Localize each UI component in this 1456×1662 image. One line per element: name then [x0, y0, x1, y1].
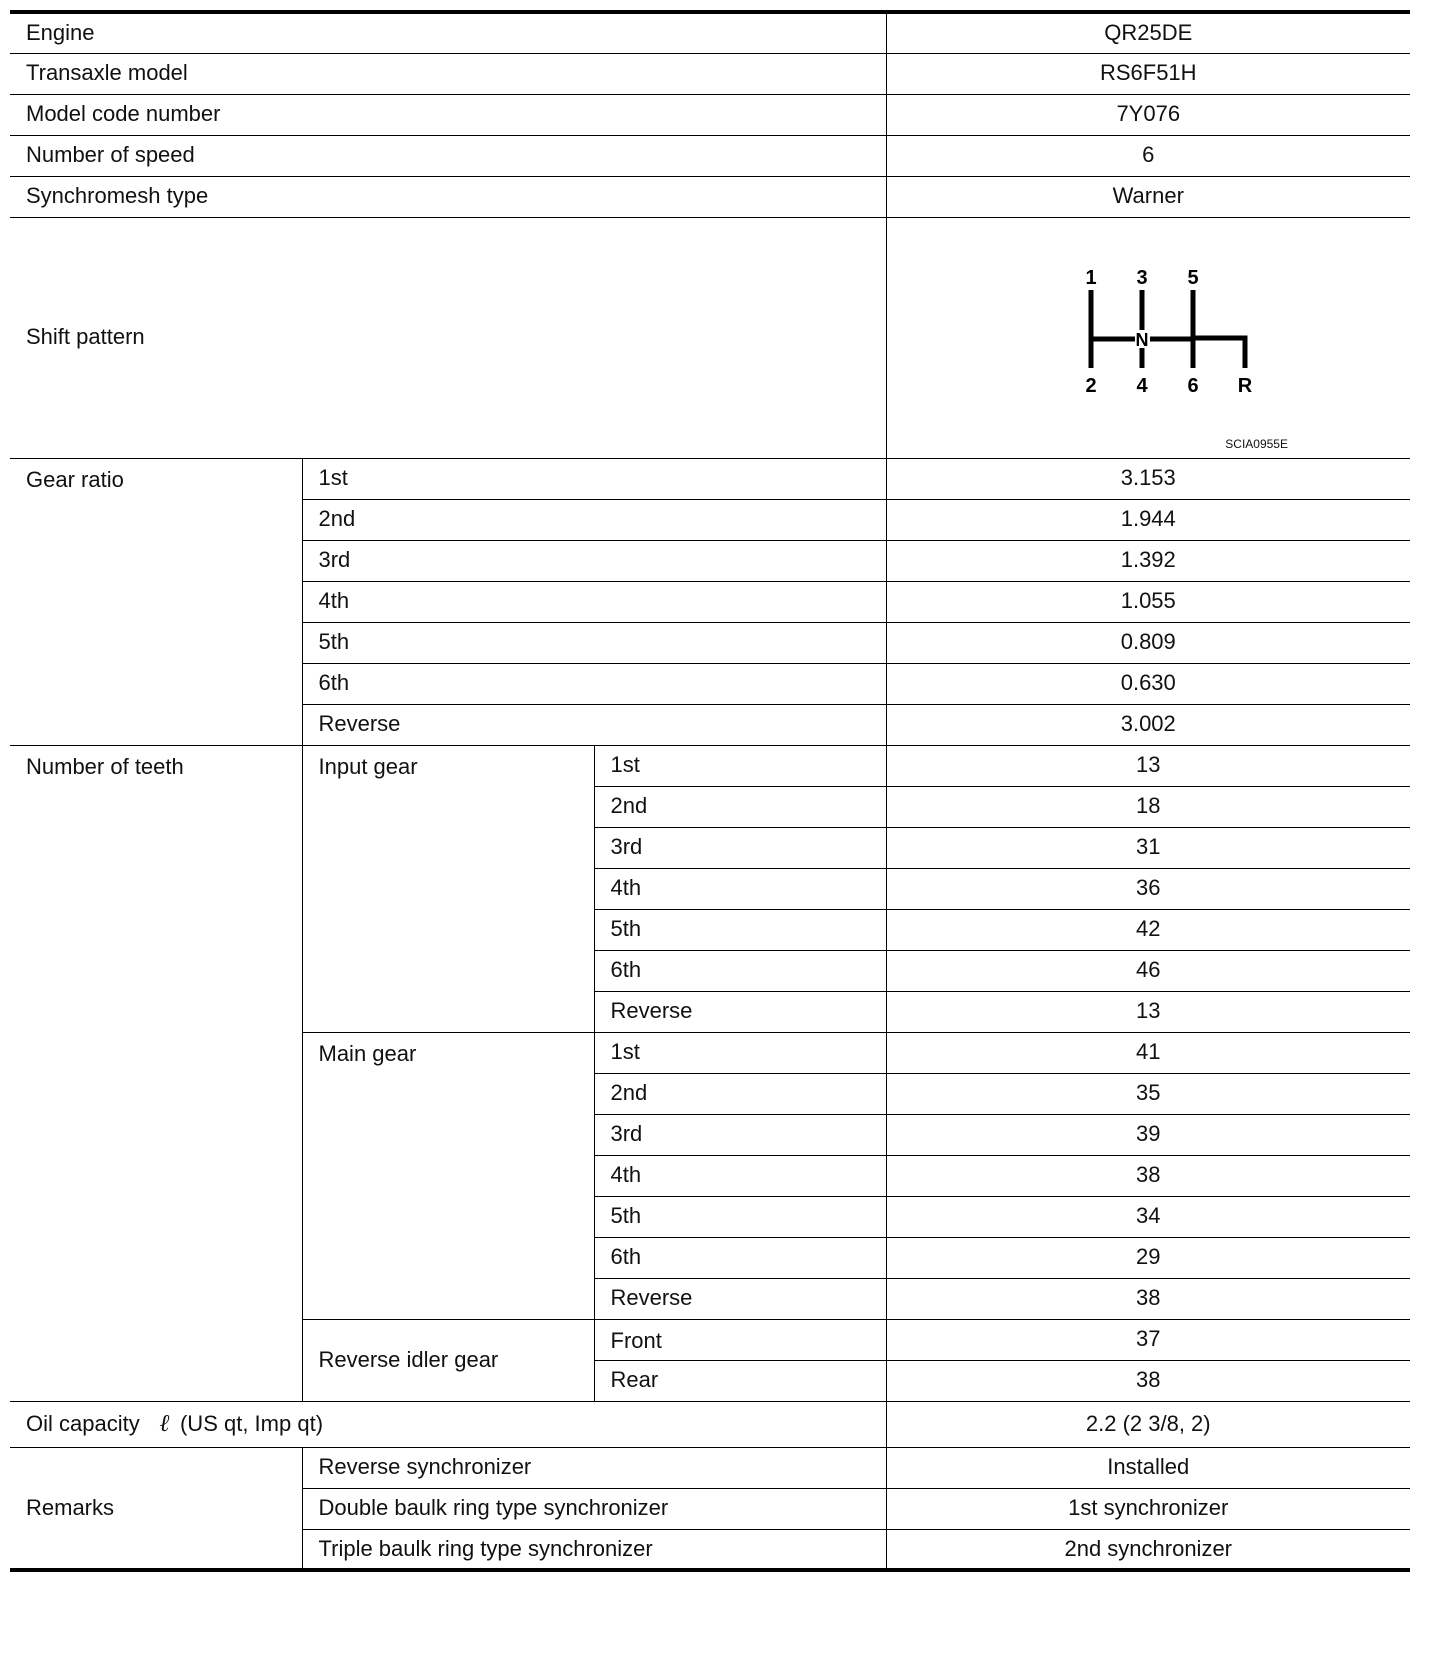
teeth-value: 31 [886, 827, 1410, 868]
teeth-gear: 4th [594, 868, 886, 909]
teeth-gear: 2nd [594, 1073, 886, 1114]
remarks-item: Triple baulk ring type synchronizer [302, 1529, 886, 1570]
teeth-gear: Reverse [594, 991, 886, 1032]
teeth-value: 13 [886, 991, 1410, 1032]
reverse-idler-gear-label: Reverse idler gear [302, 1319, 594, 1401]
row-model-code [10, 94, 1410, 135]
gear-ratio-value: 1.392 [886, 540, 1410, 581]
teeth-value: 29 [886, 1237, 1410, 1278]
teeth-value: 38 [886, 1155, 1410, 1196]
teeth-gear: 3rd [594, 827, 886, 868]
teeth-value: 39 [886, 1114, 1410, 1155]
oil-capacity-units: (US qt, Imp qt) [179, 1410, 324, 1436]
teeth-value: 35 [886, 1073, 1410, 1114]
shift-label-6: 6 [1186, 374, 1199, 397]
model-code-label: Model code number [10, 94, 886, 135]
gear-ratio-row [10, 458, 1410, 499]
row-synchromesh [10, 176, 1410, 217]
gear-ratio-gear: 6th [302, 663, 886, 704]
remarks-value: 1st synchronizer [886, 1488, 1410, 1529]
teeth-gear: 6th [594, 950, 886, 991]
engine-label: Engine [10, 12, 886, 53]
shift-label-neutral: N [1135, 329, 1148, 350]
teeth-gear: 3rd [594, 1114, 886, 1155]
remarks-item: Double baulk ring type synchronizer [302, 1488, 886, 1529]
oil-capacity-label: Oil capacity [26, 1410, 140, 1436]
teeth-value: 38 [886, 1278, 1410, 1319]
figure-code: SCIA0955E [1225, 437, 1288, 452]
shift-pattern-cell [886, 217, 1410, 458]
transaxle-model-label: Transaxle model [10, 53, 886, 94]
teeth-value: 42 [886, 909, 1410, 950]
synchromesh-label: Synchromesh type [10, 176, 886, 217]
gear-ratio-value: 0.630 [886, 663, 1410, 704]
gear-ratio-gear: 4th [302, 581, 886, 622]
gate-reverse [1191, 338, 1245, 368]
gear-ratio-gear: 5th [302, 622, 886, 663]
row-engine [10, 12, 1410, 53]
teeth-row [10, 745, 1410, 786]
teeth-value: 46 [886, 950, 1410, 991]
gear-ratio-value: 1.944 [886, 499, 1410, 540]
shift-label-4: 4 [1135, 374, 1148, 397]
oil-capacity-value: 2.2 (2 3/8, 2) [886, 1401, 1410, 1447]
remarks-value: Installed [886, 1447, 1410, 1488]
row-shift-pattern [10, 217, 1410, 458]
gear-ratio-value: 3.002 [886, 704, 1410, 745]
shift-label-r: R [1237, 374, 1252, 397]
main-gear-label: Main gear [302, 1032, 594, 1319]
teeth-gear: 6th [594, 1237, 886, 1278]
teeth-value: 38 [886, 1360, 1410, 1401]
teeth-gear: 2nd [594, 786, 886, 827]
gear-ratio-gear: 1st [302, 458, 886, 499]
teeth-value: 41 [886, 1032, 1410, 1073]
shift-label-5: 5 [1186, 266, 1199, 289]
row-number-of-speed [10, 135, 1410, 176]
transaxle-model-value: RS6F51H [886, 53, 1410, 94]
shift-label-2: 2 [1084, 374, 1097, 397]
model-code-value: 7Y076 [886, 94, 1410, 135]
teeth-value: 36 [886, 868, 1410, 909]
teeth-gear: 1st [594, 745, 886, 786]
remarks-row [10, 1447, 1410, 1488]
teeth-gear: 1st [594, 1032, 886, 1073]
input-gear-label: Input gear [302, 745, 594, 1032]
synchromesh-value: Warner [886, 176, 1410, 217]
teeth-value: 18 [886, 786, 1410, 827]
gear-ratio-label: Gear ratio [10, 458, 302, 745]
shift-label-3: 3 [1135, 266, 1148, 289]
teeth-gear: Front [594, 1319, 886, 1360]
gear-ratio-gear: Reverse [302, 704, 886, 745]
gear-ratio-gear: 3rd [302, 540, 886, 581]
gear-ratio-value: 0.809 [886, 622, 1410, 663]
number-of-speed-value: 6 [886, 135, 1410, 176]
teeth-gear: 4th [594, 1155, 886, 1196]
remarks-label: Remarks [10, 1447, 302, 1570]
gear-ratio-value: 1.055 [886, 581, 1410, 622]
oil-capacity-label-cell [10, 1401, 886, 1447]
number-of-teeth-label: Number of teeth [10, 745, 302, 1401]
engine-value: QR25DE [886, 12, 1410, 53]
number-of-speed-label: Number of speed [10, 135, 886, 176]
shift-pattern-label: Shift pattern [10, 217, 886, 458]
gear-ratio-gear: 2nd [302, 499, 886, 540]
teeth-gear: 5th [594, 909, 886, 950]
gear-ratio-value: 3.153 [886, 458, 1410, 499]
remarks-value: 2nd synchronizer [886, 1529, 1410, 1570]
teeth-value: 13 [886, 745, 1410, 786]
remarks-item: Reverse synchronizer [302, 1447, 886, 1488]
teeth-gear: Rear [594, 1360, 886, 1401]
teeth-value: 34 [886, 1196, 1410, 1237]
teeth-value: 37 [886, 1319, 1410, 1360]
liter-symbol: ℓ [159, 1410, 170, 1437]
teeth-gear: 5th [594, 1196, 886, 1237]
teeth-gear: Reverse [594, 1278, 886, 1319]
shift-pattern-diagram [1083, 260, 1252, 400]
specification-table [10, 10, 1410, 1572]
row-oil-capacity [10, 1401, 1410, 1447]
row-transaxle-model [10, 53, 1410, 94]
shift-label-1: 1 [1084, 266, 1097, 289]
